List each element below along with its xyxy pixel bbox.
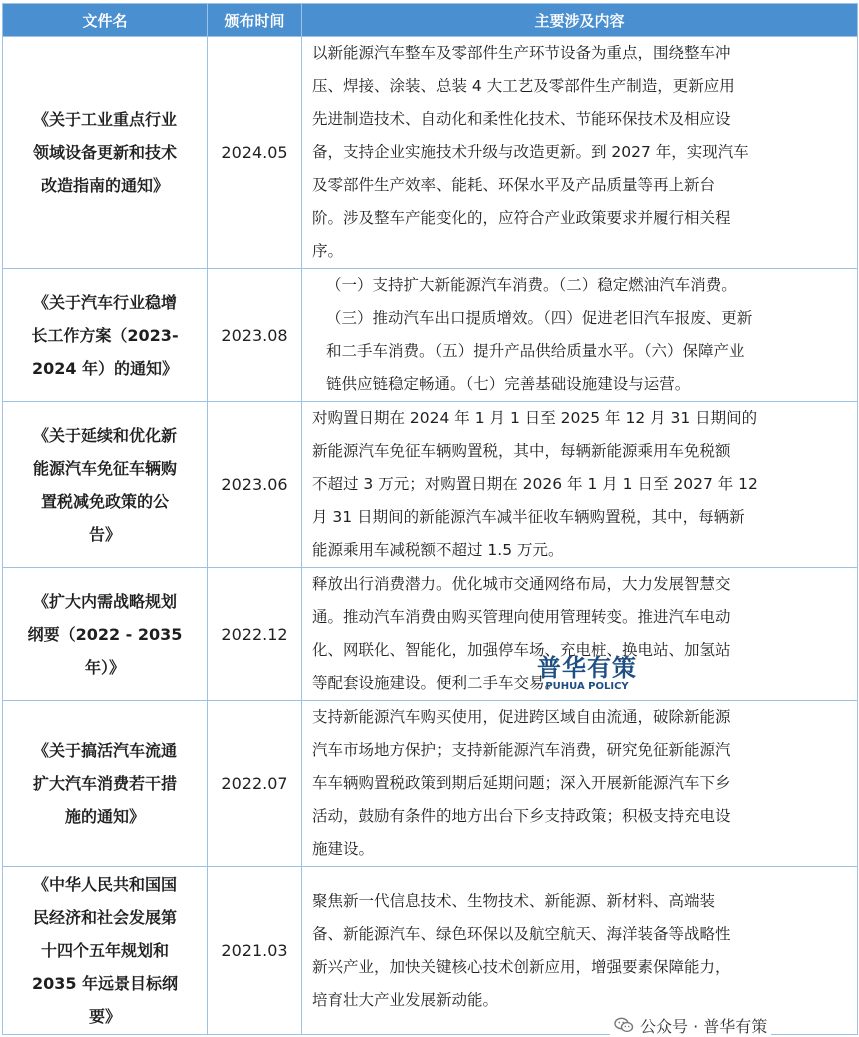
cell-file-name — [3, 269, 208, 402]
cell-file-name — [3, 568, 208, 701]
table-row — [3, 701, 858, 867]
file-name-line: 《关于汽车行业稳增 — [32, 292, 177, 312]
cell-file-name — [3, 402, 208, 568]
table-row — [3, 37, 858, 269]
wechat-icon — [614, 1017, 634, 1033]
cell-issue-date: 2023.06 — [208, 402, 302, 568]
cell-issue-date: 2022.12 — [208, 568, 302, 701]
content-line: 支持新能源汽车购买使用，促进跨区域自由流通，破除新能源 — [312, 708, 731, 726]
content-line: 对购置日期在 2024 年 1 月 1 日至 2025 年 12 月 31 日期间的 — [312, 409, 758, 427]
column-header-issue-date: 颁布时间 — [208, 4, 302, 37]
footer-text: 公众号 · 普华有策 — [640, 1016, 768, 1036]
file-name-line: 民经济和社会发展第 — [32, 908, 177, 927]
content-line: 不超过 3 万元；对购置日期在 2026 年 1 月 1 日至 2027 年 12 — [312, 475, 758, 493]
cell-file-name — [3, 867, 208, 1035]
file-name-line: 《关于工业重点行业 — [32, 110, 177, 129]
file-name-line: 告》 — [88, 524, 121, 544]
file-name-line: 改造指南的通知》 — [40, 176, 169, 195]
file-name-line: 扩大汽车消费若干措 — [32, 774, 177, 793]
file-name-line: 纲要（2022 - 2035 — [27, 624, 183, 644]
content-line: 备、新能源汽车、绿色环保以及航空航天、海洋装备等战略性 — [312, 924, 731, 943]
content-line: 和二手车消费。（五）提升产品供给质量水平。（六）保障产业 — [326, 342, 745, 360]
content-line: 汽车市场地方保护；支持新能源汽车消费，研究免征新能源汽 — [312, 741, 731, 759]
file-name-line: 要》 — [88, 1007, 121, 1026]
file-name-line: 施的通知》 — [64, 807, 145, 826]
content-line: 活动，鼓励有条件的地方出台下乡支持政策；积极支持充电设 — [312, 807, 731, 825]
content-line: 聚焦新一代信息技术、生物技术、新能源、新材料、高端装 — [312, 891, 716, 910]
content-line: 施建设。 — [312, 840, 375, 858]
column-header-main-content: 主要涉及内容 — [302, 4, 858, 37]
table-row — [3, 269, 858, 402]
cell-file-name — [3, 701, 208, 867]
content-line: 化、网联化、智能化，加强停车场、充电桩、换电站、加氢站 — [312, 641, 731, 659]
file-name-line: 《关于延续和优化新 — [32, 425, 177, 445]
cell-issue-date: 2022.07 — [208, 701, 302, 867]
content-line: 新能源汽车免征车辆购置税，其中，每辆新能源乘用车免税额 — [312, 442, 731, 460]
file-name-line: 《关于搞活汽车流通 — [32, 741, 177, 760]
table-row — [3, 568, 858, 701]
file-name-line: 领域设备更新和技术 — [32, 143, 177, 162]
cell-main-content — [302, 701, 858, 867]
cell-main-content — [302, 37, 858, 269]
file-name-line: 长工作方案（2023- — [31, 325, 179, 345]
content-line: 压、焊接、涂装、总装 4 大工艺及零部件生产制造，更新应用 — [312, 77, 735, 95]
table-row — [3, 402, 858, 568]
content-line: 及零部件生产效率、能耗、环保水平及产品质量等再上新台 — [312, 176, 716, 194]
cell-file-name — [3, 37, 208, 269]
content-line: 先进制造技术、自动化和柔性化技术、节能环保技术及相应设 — [312, 110, 731, 128]
cell-main-content — [302, 867, 858, 1035]
file-name-line: 《扩大内需战略规划 — [32, 591, 177, 611]
watermark-subtext: PUHUA POLICY — [545, 681, 629, 692]
watermark-text: 普华有策 — [537, 654, 637, 682]
content-line: 车车辆购置税政策到期后延期问题；深入开展新能源汽车下乡 — [312, 774, 731, 792]
content-line: 备，支持企业实施技术升级与改造更新。到 2027 年，实现汽车 — [312, 143, 749, 161]
cell-issue-date: 2021.03 — [208, 867, 302, 1035]
content-line: 阶。涉及整车产能变化的，应符合产业政策要求并履行相关程 — [312, 209, 731, 227]
file-name-line: 年）》 — [84, 657, 125, 677]
content-line: 能源乘用车减税额不超过 1.5 万元。 — [312, 541, 564, 559]
file-name-line: 十四个五年规划和 — [40, 941, 169, 960]
content-line: 链供应链稳定畅通。（七）完善基础设施建设与运营。 — [326, 375, 691, 393]
file-name-line: 置税减免政策的公 — [40, 491, 169, 511]
file-name-line: 能源汽车免征车辆购 — [32, 458, 177, 478]
cell-main-content — [302, 402, 858, 568]
footer-attribution — [610, 1014, 771, 1036]
cell-main-content — [302, 568, 858, 701]
table-header-row — [3, 4, 858, 37]
cell-issue-date: 2024.05 — [208, 37, 302, 269]
table-row — [3, 867, 858, 1035]
cell-issue-date: 2023.08 — [208, 269, 302, 402]
cell-main-content — [302, 269, 858, 402]
content-line: 培育壮大产业发展新动能。 — [312, 990, 499, 1009]
content-line: 序。 — [312, 242, 344, 260]
content-line: 释放出行消费潜力。优化城市交通网络布局，大力发展智慧交 — [312, 575, 731, 593]
file-name-line: 《中华人民共和国国 — [32, 875, 177, 894]
column-header-file-name: 文件名 — [3, 4, 208, 37]
content-line: （一）支持扩大新能源汽车消费。（二）稳定燃油汽车消费。 — [326, 276, 737, 294]
content-line: 以新能源汽车整车及零部件生产环节设备为重点，围绕整车冲 — [312, 44, 731, 62]
content-line: 等配套设施建设。便利二手车交易。 — [312, 674, 561, 692]
file-name-line: 2035 年远景目标纲 — [31, 974, 179, 993]
policy-table — [2, 3, 858, 1035]
content-line: 月 31 日期间的新能源汽车减半征收车辆购置税，其中，每辆新 — [312, 508, 745, 526]
content-line: （三）推动汽车出口提质增效。（四）促进老旧汽车报废、更新 — [326, 309, 753, 327]
file-name-line: 2024 年）的通知》 — [31, 358, 179, 378]
content-line: 通。推动汽车消费由购买管理向使用管理转变。推进汽车电动 — [312, 608, 731, 626]
content-line: 新兴产业，加快关键核心技术创新应用，增强要素保障能力， — [312, 957, 731, 976]
